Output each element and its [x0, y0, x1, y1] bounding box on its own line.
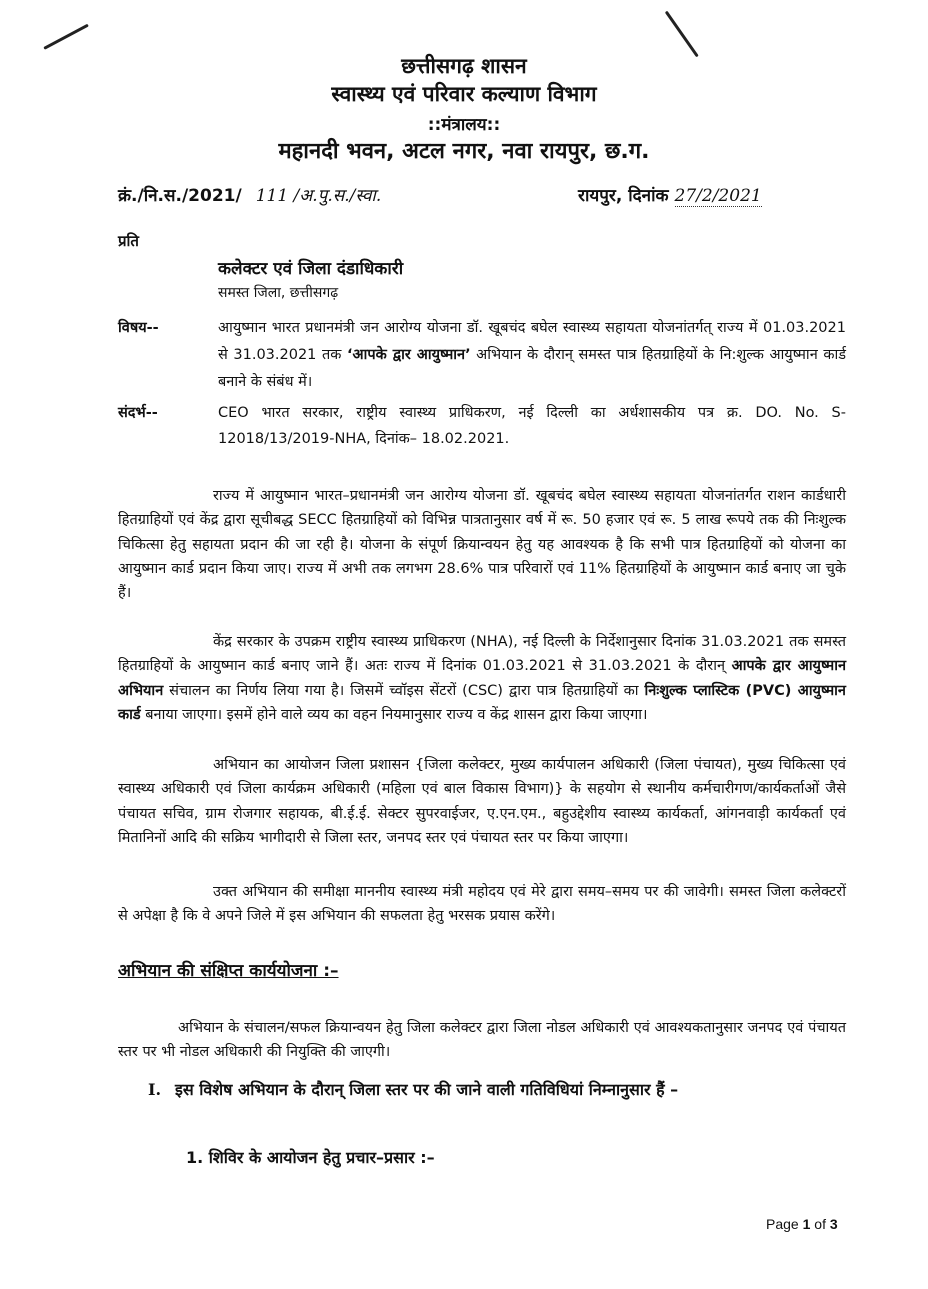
pvc-card-bold: निःशुल्क प्लास्टिक (PVC) आयुष्मान कार्ड: [118, 682, 846, 723]
subject-text: [218, 315, 846, 396]
list-item-number: I.: [148, 1080, 162, 1099]
subject-campaign-name: ‘आपके द्वार आयुष्मान’: [347, 347, 471, 363]
header-department: स्वास्थ्य एवं परिवार कल्याण विभाग: [331, 82, 597, 106]
scan-mark-left: [43, 24, 89, 50]
page-number: [766, 1216, 838, 1232]
to-label: प्रति: [118, 232, 139, 250]
header-ministry: ::मंत्रालय::: [427, 115, 501, 135]
reference-block: [118, 400, 846, 452]
paragraph-1: [118, 484, 846, 605]
list-item-text: इस विशेष अभियान के दौरान् जिला स्तर पर की जाने वाली गतिविधियां निम्नानुसार हैं –: [175, 1080, 679, 1099]
paragraph-2-text: संचालन का निर्णय लिया गया है। जिसमें च्वॉइस सेंटरों (CSC) द्वारा पात्र हितग्राहियों का: [163, 682, 645, 699]
paragraph-3: [118, 753, 846, 850]
reference-number-handwritten: 111 /अ.पु.स./स्वा.: [255, 186, 382, 206]
header-address: महानदी भवन, अटल नगर, नवा रायपुर, छ.ग.: [278, 139, 650, 164]
recipient-name: कलेक्टर एवं जिला दंडाधिकारी: [218, 259, 404, 279]
page-prefix: Page: [766, 1216, 803, 1232]
subject-text-part: अभियान के दौरान् समस्त पात्र हितग्राहियों के नि:शुल्क आयुष्मान कार्ड बनाने के संबंध में।: [218, 347, 846, 390]
scan-mark-right: [665, 11, 699, 58]
page-total: 3: [829, 1216, 838, 1232]
paragraph-2-text: केंद्र सरकार के उपक्रम राष्ट्रीय स्वास्थ्य प्राधिकरण (NHA), नई दिल्ली के निर्देशानुसार दिनांक 31.03.2021 तक समस्त हितग्राहियों के आयुष्मान कार्ड बनाए जाने हैं। अतः राज्य में दिनांक 01.03.2021 से 31.03.2021 के दौरान्: [118, 634, 846, 675]
paragraph-5-text: अभियान के संचालन/सफल क्रियान्वयन हेतु जिला कलेक्टर द्वारा जिला नोडल अधिकारी एवं आवश्यकतानुसार जनपद एवं पंचायत स्तर पर भी नोडल अधिकारी की नियुक्ति की जाएगी।: [118, 1020, 846, 1061]
reference-number: [118, 183, 381, 206]
paragraph-2: [118, 630, 846, 727]
date-handwritten: 27/2/2021: [674, 186, 762, 206]
list-sub-item: 1. शिविर के आयोजन हेतु प्रचार–प्रसार :–: [186, 1148, 435, 1167]
letter-date: [578, 183, 762, 206]
paragraph-4-text: उक्त अभियान की समीक्षा माननीय स्वास्थ्य मंत्री महोदय एवं मेरे द्वारा समय–समय पर की जावेगी। समस्त जिला कलेक्टरों से अपेक्षा है कि वे अपने जिले में इस अभियान की सफलता हेतु भरसक प्रयास करेंगे।: [118, 884, 846, 925]
page-current: 1: [802, 1216, 811, 1232]
date-label: रायपुर, दिनांक: [578, 186, 669, 206]
reference-label: संदर्भ--: [118, 405, 158, 421]
recipient-address: समस्त जिला, छत्तीसगढ़: [218, 285, 339, 301]
paragraph-3-text: अभियान का आयोजन जिला प्रशासन {जिला कलेक्टर, मुख्य कार्यपालन अधिकारी (जिला पंचायत), मुख्य चिकित्सा एवं स्वास्थ्य अधिकारी एवं जिला कार्यक्रम अधिकारी (महिला एवं बाल विकास विभाग)} के सहयोग से स्थानीय कर्मचारीगण/कार्यकर्ताओं जैसे पंचायत सचिव, ग्राम रोजगार सहायक, बी.ई.ई. सेक्टर सुपरवाईजर, ए.एन.एम., बहुउद्देशीय स्वास्थ्य कार्यकर्ता, आंगनवाड़ी कार्यकर्ता एवं मितानिनों आदि की सक्रिय भागीदारी से जिला स्तर, जनपद स्तर एवं पंचायत स्तर पर किया जाएगा।: [118, 757, 846, 846]
paragraph-2-text: बनाया जाएगा। इसमें होने वाले व्यय का वहन नियमानुसार राज्य व केंद्र शासन द्वारा किया जाएगा।: [140, 706, 648, 723]
subject-block: [118, 315, 846, 396]
page-of: of: [810, 1216, 830, 1232]
reference-text: CEO भारत सरकार, राष्ट्रीय स्वास्थ्य प्राधिकरण, नई दिल्ली का अर्धशासकीय पत्र क्र. DO. No. S-12018/13/2019-NHA, दिनांक– 18.02.2021.: [218, 405, 846, 447]
paragraph-1-text: राज्य में आयुष्मान भारत–प्रधानमंत्री जन आरोग्य योजना डॉ. खूबचंद बघेल स्वास्थ्य सहायता योजनांतर्गत राशन कार्डधारी हितग्राहियों एवं केंद्र द्वारा सूचीबद्ध SECC हितग्राहियों को विभिन्न पात्रतानुसार वर्ष में रू. 50 हजार एवं रू. 5 लाख रूपये तक की निःशुल्क चिकित्सा हेतु सहायता प्रदान की जा रही है। योजना के संपूर्ण क्रियान्वयन हेतु यह आवश्यक है कि सभी पात्र हितग्राहियों को योजना का आयुष्मान कार्ड प्रदान किया जाए। राज्य में अभी तक लगभग 28.6% पात्र परिवारों एवं 11% हितग्राहियों के आयुष्मान कार्ड बनाए जा चुके हैं।: [118, 488, 846, 602]
section-title: अभियान की संक्षिप्त कार्ययोजना :–: [118, 961, 339, 981]
reference-number-printed: क्रं./नि.स./2021/: [118, 186, 242, 206]
paragraph-5: [118, 1016, 846, 1065]
campaign-name-bold: आपके द्वार आयुष्मान अभियान: [118, 658, 846, 699]
header-government: छत्तीसगढ़ शासन: [401, 54, 527, 78]
subject-text-part: आयुष्मान भारत प्रधानमंत्री जन आरोग्य योजना डॉ. खूबचंद बघेल स्वास्थ्य सहायता योजनांतर्गत् राज्य में 01.03.2021 से 31.03.2021 तक: [218, 320, 846, 363]
subject-label: विषय--: [118, 320, 159, 336]
list-item-roman: [148, 1078, 846, 1102]
paragraph-4: [118, 880, 846, 929]
